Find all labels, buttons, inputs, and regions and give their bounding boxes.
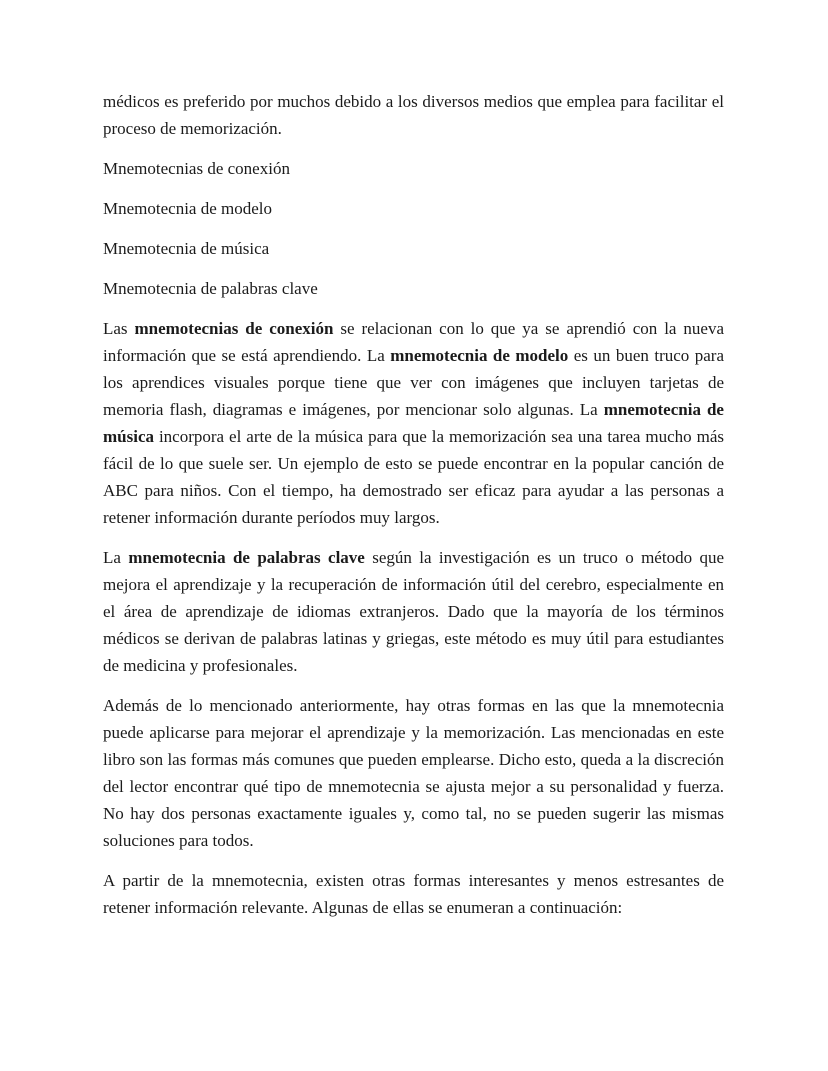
text-run: según la investigación es un truco o método que mejora el aprendizaje y la recuperación de información útil del cerebro, especialmente en el área de aprendizaje de idiomas extranjeros. Dado que la mayoría de los términos médicos se derivan de palabras latinas y griegas, este método es muy útil para estudiantes de medicina y profesionales. — [103, 548, 725, 675]
paragraph — [103, 195, 724, 222]
text-run: A partir de la mnemotecnia, existen otras formas interesantes y menos estresantes de retener información relevante. Algunas de ellas se enumeran a continuación: — [103, 871, 724, 917]
paragraph — [103, 235, 724, 262]
bold-text-run: mnemotecnias de conexión — [134, 319, 334, 338]
bold-text-run: mnemotecnia de música — [103, 400, 724, 446]
paragraph — [103, 88, 724, 142]
bold-text-run: mnemotecnia de palabras clave — [128, 548, 365, 567]
text-run: incorpora el arte de la música para que la memorización sea una tarea mucho más fácil de lo que suele ser. Un ejemplo de esto se puede encontrar en la popular canción de ABC para niños. Con el tiempo, ha demostrado ser eficaz para ayudar a las personas a retener información durante períodos muy largos. — [103, 427, 724, 527]
text-run: Mnemotecnia de palabras clave — [103, 279, 318, 298]
text-run: médicos es preferido por muchos debido a los diversos medios que emplea para facilitar el proceso de memorización. — [103, 92, 724, 138]
paragraph — [103, 867, 724, 921]
paragraph — [103, 275, 724, 302]
text-run: Las — [103, 319, 135, 338]
text-run: Además de lo mencionado anteriormente, hay otras formas en las que la mnemotecnia puede aplicarse para mejorar el aprendizaje y la memorización. Las mencionadas en este libro son las formas más comunes que pueden emplearse. Dicho esto, queda a la discreción del lector encontrar qué tipo de mnemotecnia se ajusta mejor a su personalidad y fuerza. No hay dos personas exactamente iguales y, como tal, no se pueden sugerir las mismas soluciones para todos. — [103, 696, 724, 850]
text-run: La — [103, 548, 129, 567]
text-run: se relacionan con lo que ya se aprendió con la nueva información que se está aprendiendo. La — [103, 319, 725, 365]
text-run: Mnemotecnia de música — [103, 239, 270, 258]
paragraph — [103, 315, 724, 531]
bold-text-run: mnemotecnia de modelo — [390, 346, 569, 365]
paragraph — [103, 692, 724, 854]
text-run: Mnemotecnia de modelo — [103, 199, 273, 218]
paragraph — [103, 155, 724, 182]
text-run: Mnemotecnias de conexión — [103, 159, 290, 178]
text-run: es un buen truco para los aprendices visuales porque tiene que ver con imágenes que incluyen tarjetas de memoria flash, diagramas e imágenes, por mencionar solo algunas. La — [103, 346, 725, 419]
paragraph — [103, 544, 724, 679]
text-content — [103, 88, 724, 921]
